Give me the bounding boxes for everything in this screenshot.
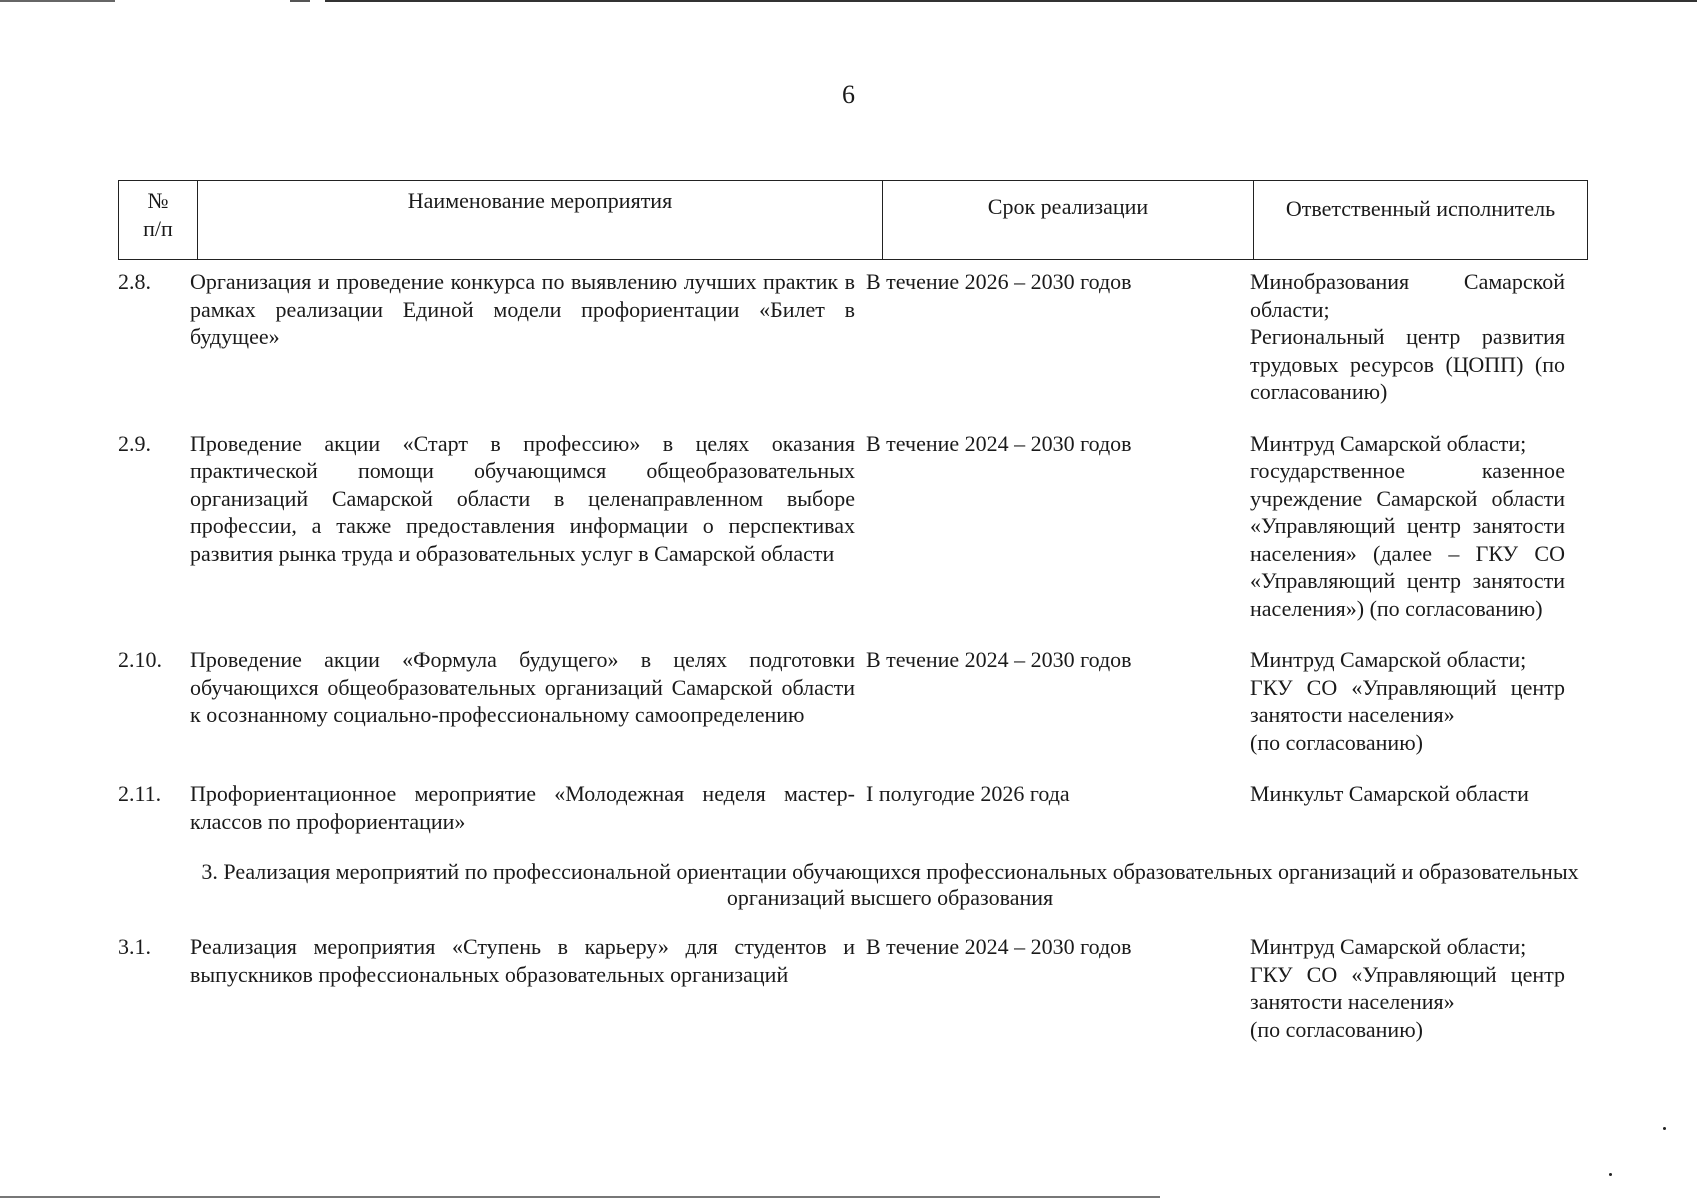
scan-speck [1663, 1127, 1666, 1130]
row-activity-name: Проведение акции «Старт в профессию» в целях оказания практической помощи обучающимся общеобразовательных организаций Самарской области в целенаправленном выборе профессии, а также предоставления информации о перспективах развития рынка труда и образовательных услуг в Самарской области [190, 430, 855, 566]
row-activity-name: Организация и проведение конкурса по выявлению лучших практик в рамках реализации Единой модели профориентации «Билет в будущее» [190, 269, 855, 349]
row-term: В течение 2024 – 2030 годов [866, 934, 1132, 959]
table-row [118, 933, 1588, 1043]
row-responsible: Минтруд Самарской области; ГКУ СО «Управляющий центр занятости населения» (по согласованию) [1250, 647, 1565, 755]
row-responsible: Минтруд Самарской области; ГКУ СО «Управляющий центр занятости населения» (по согласованию) [1250, 934, 1565, 1042]
scan-edge-bottom [0, 1196, 1160, 1198]
header-term: Срок реализации [883, 181, 1254, 260]
row-responsible: Минобразования Самарской области; Региональный центр развития трудовых ресурсов (ЦОПП) (по согласованию) [1250, 269, 1565, 404]
row-term: I полугодие 2026 года [866, 781, 1070, 806]
row-term: В течение 2024 – 2030 годов [866, 430, 1132, 456]
header-num: № п/п [119, 181, 198, 260]
row-responsible: Минтруд Самарской области; государственное казенное учреждение Самарской области «Управляющий центр занятости населения» (далее – ГКУ СО «Управляющий центр занятости населения») (по согласованию) [1250, 430, 1565, 621]
row-activity-name: Профориентационное мероприятие «Молодежная неделя мастер-классов по профориентации» [190, 781, 855, 834]
row-number: 2.9. [118, 430, 151, 456]
table-header [118, 180, 1588, 260]
table-row [118, 430, 1588, 623]
row-number: 2.11. [118, 781, 162, 806]
row-term: В течение 2026 – 2030 годов [866, 269, 1132, 294]
table-body [118, 268, 1588, 1067]
row-term: В течение 2024 – 2030 годов [866, 647, 1132, 672]
row-number: 3.1. [118, 934, 151, 959]
header-responsible: Ответственный исполнитель [1254, 181, 1588, 260]
row-number: 2.8. [118, 269, 151, 294]
header-name: Наименование мероприятия [198, 181, 883, 260]
rows-section-2 [118, 268, 1588, 835]
scan-edge-top [0, 0, 1697, 2]
table-row [118, 646, 1588, 756]
scan-speck [1609, 1173, 1612, 1176]
section-3-title: 3. Реализация мероприятий по профессиональной ориентации обучающихся профессиональных образовательных организаций и образовательных организаций высшего образования [201, 859, 1579, 910]
row-responsible: Минкульт Самарской области [1250, 781, 1529, 806]
rows-section-3 [118, 933, 1588, 1043]
row-activity-name: Реализация мероприятия «Ступень в карьеру» для студентов и выпускников профессиональных образовательных организаций [190, 934, 855, 987]
table-row [118, 268, 1588, 406]
page-number: 6 [842, 80, 855, 109]
table-row [118, 780, 1588, 835]
row-activity-name: Проведение акции «Формула будущего» в целях подготовки обучающихся общеобразовательных организаций Самарской области к осознанному социально-профессиональному самоопределению [190, 647, 855, 727]
row-number: 2.10. [118, 647, 162, 672]
